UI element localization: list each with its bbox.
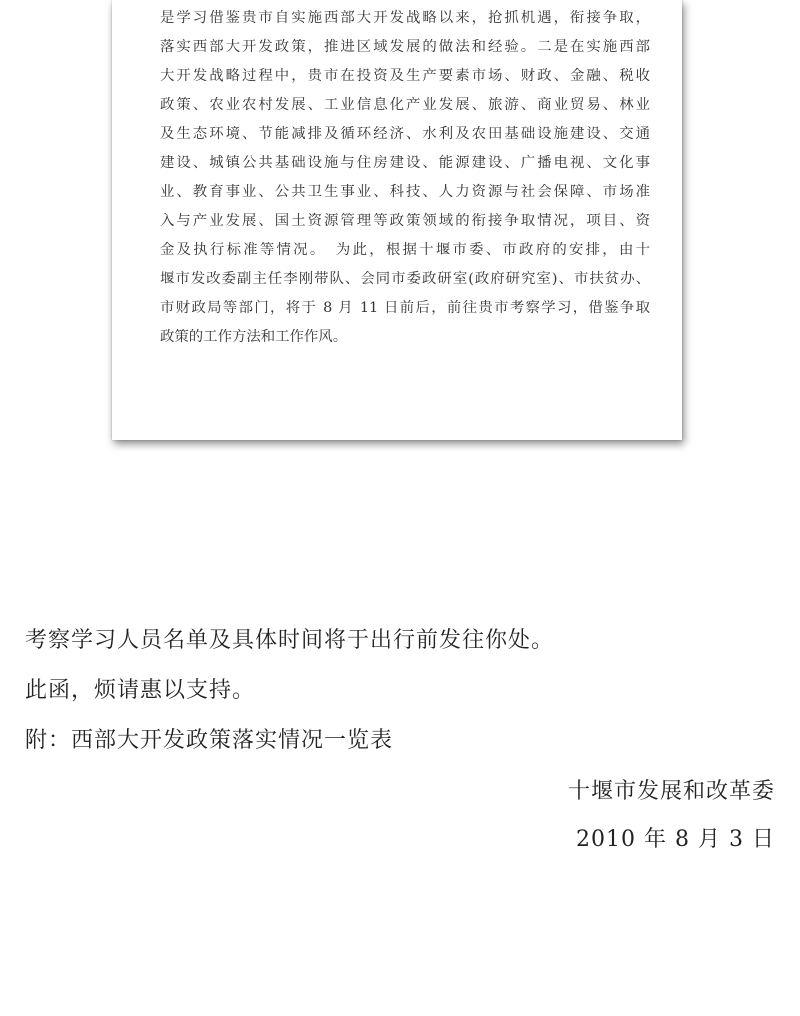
signature-organization: 十堰市发展和改革委 — [567, 779, 775, 804]
body-line-2: 落实西部大开发政策，推进区域发展的做法和经验。二是在实施西部 — [160, 39, 650, 55]
closing-notice: 考察学习人员名单及具体时间将于出行前发往你处。 — [25, 628, 555, 653]
document-body-text — [160, 4, 650, 352]
attachment-line: 附：西部大开发政策落实情况一览表 — [25, 728, 394, 753]
body-line-6: 建设、城镇公共基础设施与住房建设、能源建设、广播电视、文化事 — [160, 155, 650, 171]
body-line-7: 业、教育事业、公共卫生事业、科技、人力资源与社会保障、市场准 — [160, 184, 650, 200]
closing-request: 此函，烦请惠以支持。 — [25, 678, 256, 703]
body-line-1: 是学习借鉴贵市自实施西部大开发战略以来，抢抓机遇，衔接争取， — [160, 10, 650, 26]
body-line-8: 入与产业发展、国土资源管理等政策领域的衔接争取情况，项目、资 — [160, 213, 650, 229]
document-page-preview — [112, 0, 682, 440]
signature-block — [568, 768, 775, 864]
body-line-11: 市财政局等部门，将于 8 月 11 日前后，前往贵市考察学习，借鉴争取 — [160, 300, 650, 316]
body-line-10: 堰市发改委副主任李刚带队、会同市委政研室(政府研究室)、市扶贫办、 — [160, 271, 650, 287]
body-line-4: 政策、农业农村发展、工业信息化产业发展、旅游、商业贸易、林业 — [160, 97, 650, 113]
body-line-9: 金及执行标准等情况。 为此，根据十堰市委、市政府的安排，由十 — [160, 242, 650, 258]
body-line-5: 及生态环境、节能减排及循环经济、水利及农田基础设施建设、交通 — [160, 126, 650, 142]
body-line-12: 政策的工作方法和工作作风。 — [160, 329, 348, 345]
body-line-3: 大开发战略过程中，贵市在投资及生产要素市场、财政、金融、税收 — [160, 68, 650, 84]
closing-paragraphs — [25, 616, 775, 766]
signature-date: 2010 年 8 月 3 日 — [576, 827, 775, 852]
